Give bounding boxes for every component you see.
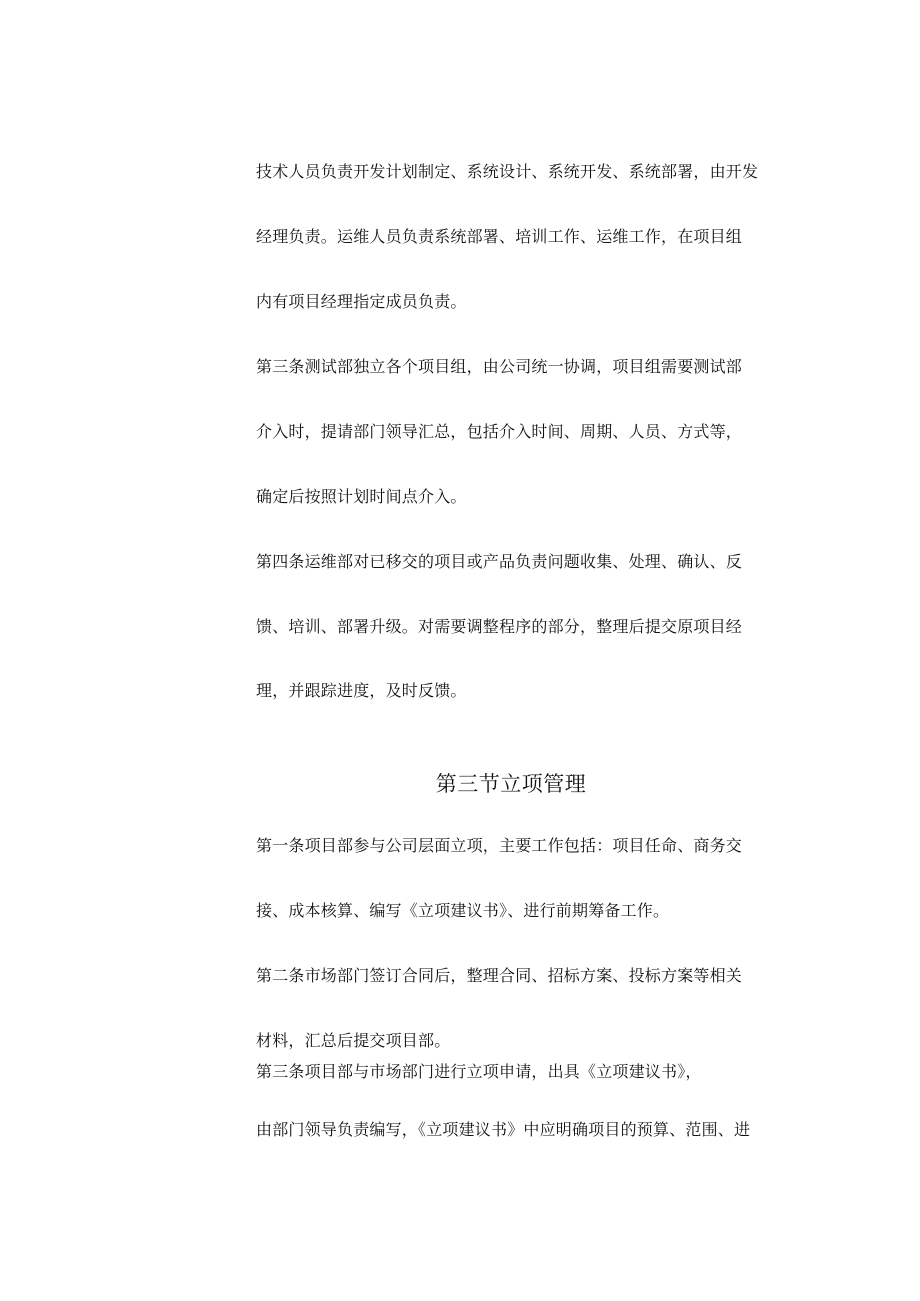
paragraph-3-line-3: 理，并跟踪进度，及时反馈。 — [256, 681, 467, 700]
paragraph-2-line-2: 介入时，提请部门领导汇总，包括介入时间、周期、人员、方式等， — [256, 422, 743, 441]
paragraph-4-line-1: 第一条项目部参与公司层面立项，主要工作包括：项目任命、商务交 — [256, 836, 743, 855]
paragraph-1-line-3: 内有项目经理指定成员负责。 — [256, 292, 467, 311]
paragraph-1-line-1: 技术人员负责开发计划制定、系统设计、系统开发、系统部署，由开发 — [256, 162, 759, 181]
section-title: 第三节立项管理 — [435, 772, 587, 796]
paragraph-5-line-1: 第二条市场部门签订合同后，整理合同、招标方案、投标方案等相关 — [256, 966, 743, 985]
paragraph-4-line-2: 接、成本核算、编写《立项建议书》、进行前期筹备工作。 — [256, 901, 670, 920]
paragraph-1-line-2: 经理负责。运维人员负责系统部署、培训工作、运维工作，在项目组 — [256, 227, 743, 246]
paragraph-2-line-1: 第三条测试部独立各个项目组，由公司统一协调，项目组需要测试部 — [256, 357, 743, 376]
paragraph-5-line-2: 材料，汇总后提交项目部。 — [256, 1031, 451, 1050]
paragraph-6-line-1: 第三条项目部与市场部门进行立项申请，出具《立项建议书》， — [256, 1062, 702, 1081]
paragraph-3-line-1: 第四条运维部对已移交的项目或产品负责问题收集、处理、确认、反 — [256, 552, 743, 571]
paragraph-6-line-2: 由部门领导负责编写，《立项建议书》中应明确项目的预算、范围、进 — [256, 1120, 751, 1139]
paragraph-2-line-3: 确定后按照计划时间点介入。 — [256, 487, 467, 506]
paragraph-3-line-2: 馈、培训、部署升级。对需要调整程序的部分，整理后提交原项目经 — [256, 617, 743, 636]
